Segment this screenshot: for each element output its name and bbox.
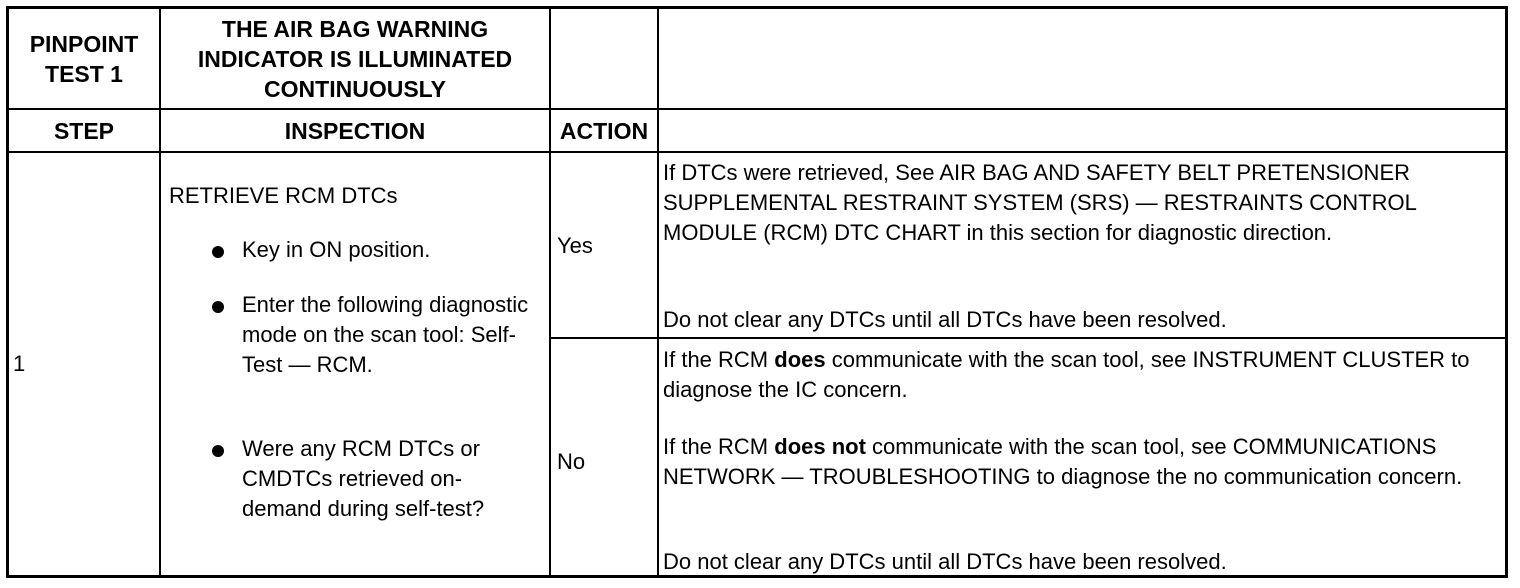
action-yes-text: If DTCs were retrieved, See AIR BAG AND SAFETY BELT PRETENSIONER SUPPLEMENTAL RESTRAINT SYSTEM (SRS) — RESTRAINTS CONTROL MODULE (RCM) DTC CHART in this section for diagnostic direction.: [663, 160, 1416, 245]
column-header-step: STEP: [53, 117, 115, 144]
inspection-bullet: Were any RCM DTCs or CMDTCs retrieved on-demand during self-test?: [242, 436, 485, 521]
step-title: RETRIEVE RCM DTCs: [169, 183, 398, 208]
emphasis-text: does not: [774, 434, 866, 459]
action-no-paragraph-2: [663, 432, 1503, 492]
bullet-icon: [212, 301, 224, 313]
test-title-text: THE AIR BAG WARNING INDICATOR IS ILLUMINATED CONTINUOUSLY: [197, 15, 513, 102]
bullet-icon: [212, 246, 224, 258]
divider: [549, 337, 1505, 339]
bullet-icon: [212, 445, 224, 457]
column-header-inspection: INSPECTION: [284, 117, 426, 144]
action-yes-note: Do not clear any DTCs until all DTCs have been resolved.: [663, 307, 1227, 332]
action-no-paragraph-1: [663, 345, 1499, 405]
test-label: [9, 9, 159, 108]
emphasis-text: does: [774, 347, 826, 372]
inspection-bullet: Key in ON position.: [242, 237, 431, 262]
pinpoint-test-table: [6, 6, 1508, 578]
text-run: communicate with the scan tool, see COMMUNICATIONS NETWORK — TROUBLESHOOTING to diagnose the no communication concern.: [663, 434, 1463, 489]
divider: [9, 151, 1505, 153]
action-no-note: Do not clear any DTCs until all DTCs have been resolved.: [663, 549, 1227, 574]
text-run: If the RCM: [663, 347, 775, 372]
divider: [549, 9, 551, 575]
text-run: If the RCM: [663, 434, 775, 459]
column-header-action: ACTION: [559, 117, 649, 144]
text-run: communicate with the scan tool, see INSTRUMENT CLUSTER to diagnose the IC concern.: [663, 347, 1470, 402]
test-title: [161, 9, 549, 108]
test-label-text: PINPOINT TEST 1: [29, 30, 139, 87]
divider: [657, 9, 659, 575]
inspection-bullet: Enter the following diagnostic mode on the scan tool: Self-Test — RCM.: [242, 292, 529, 377]
step-number: 1: [13, 351, 26, 376]
action-yes-label: Yes: [557, 233, 593, 258]
action-no-label: No: [557, 449, 586, 474]
